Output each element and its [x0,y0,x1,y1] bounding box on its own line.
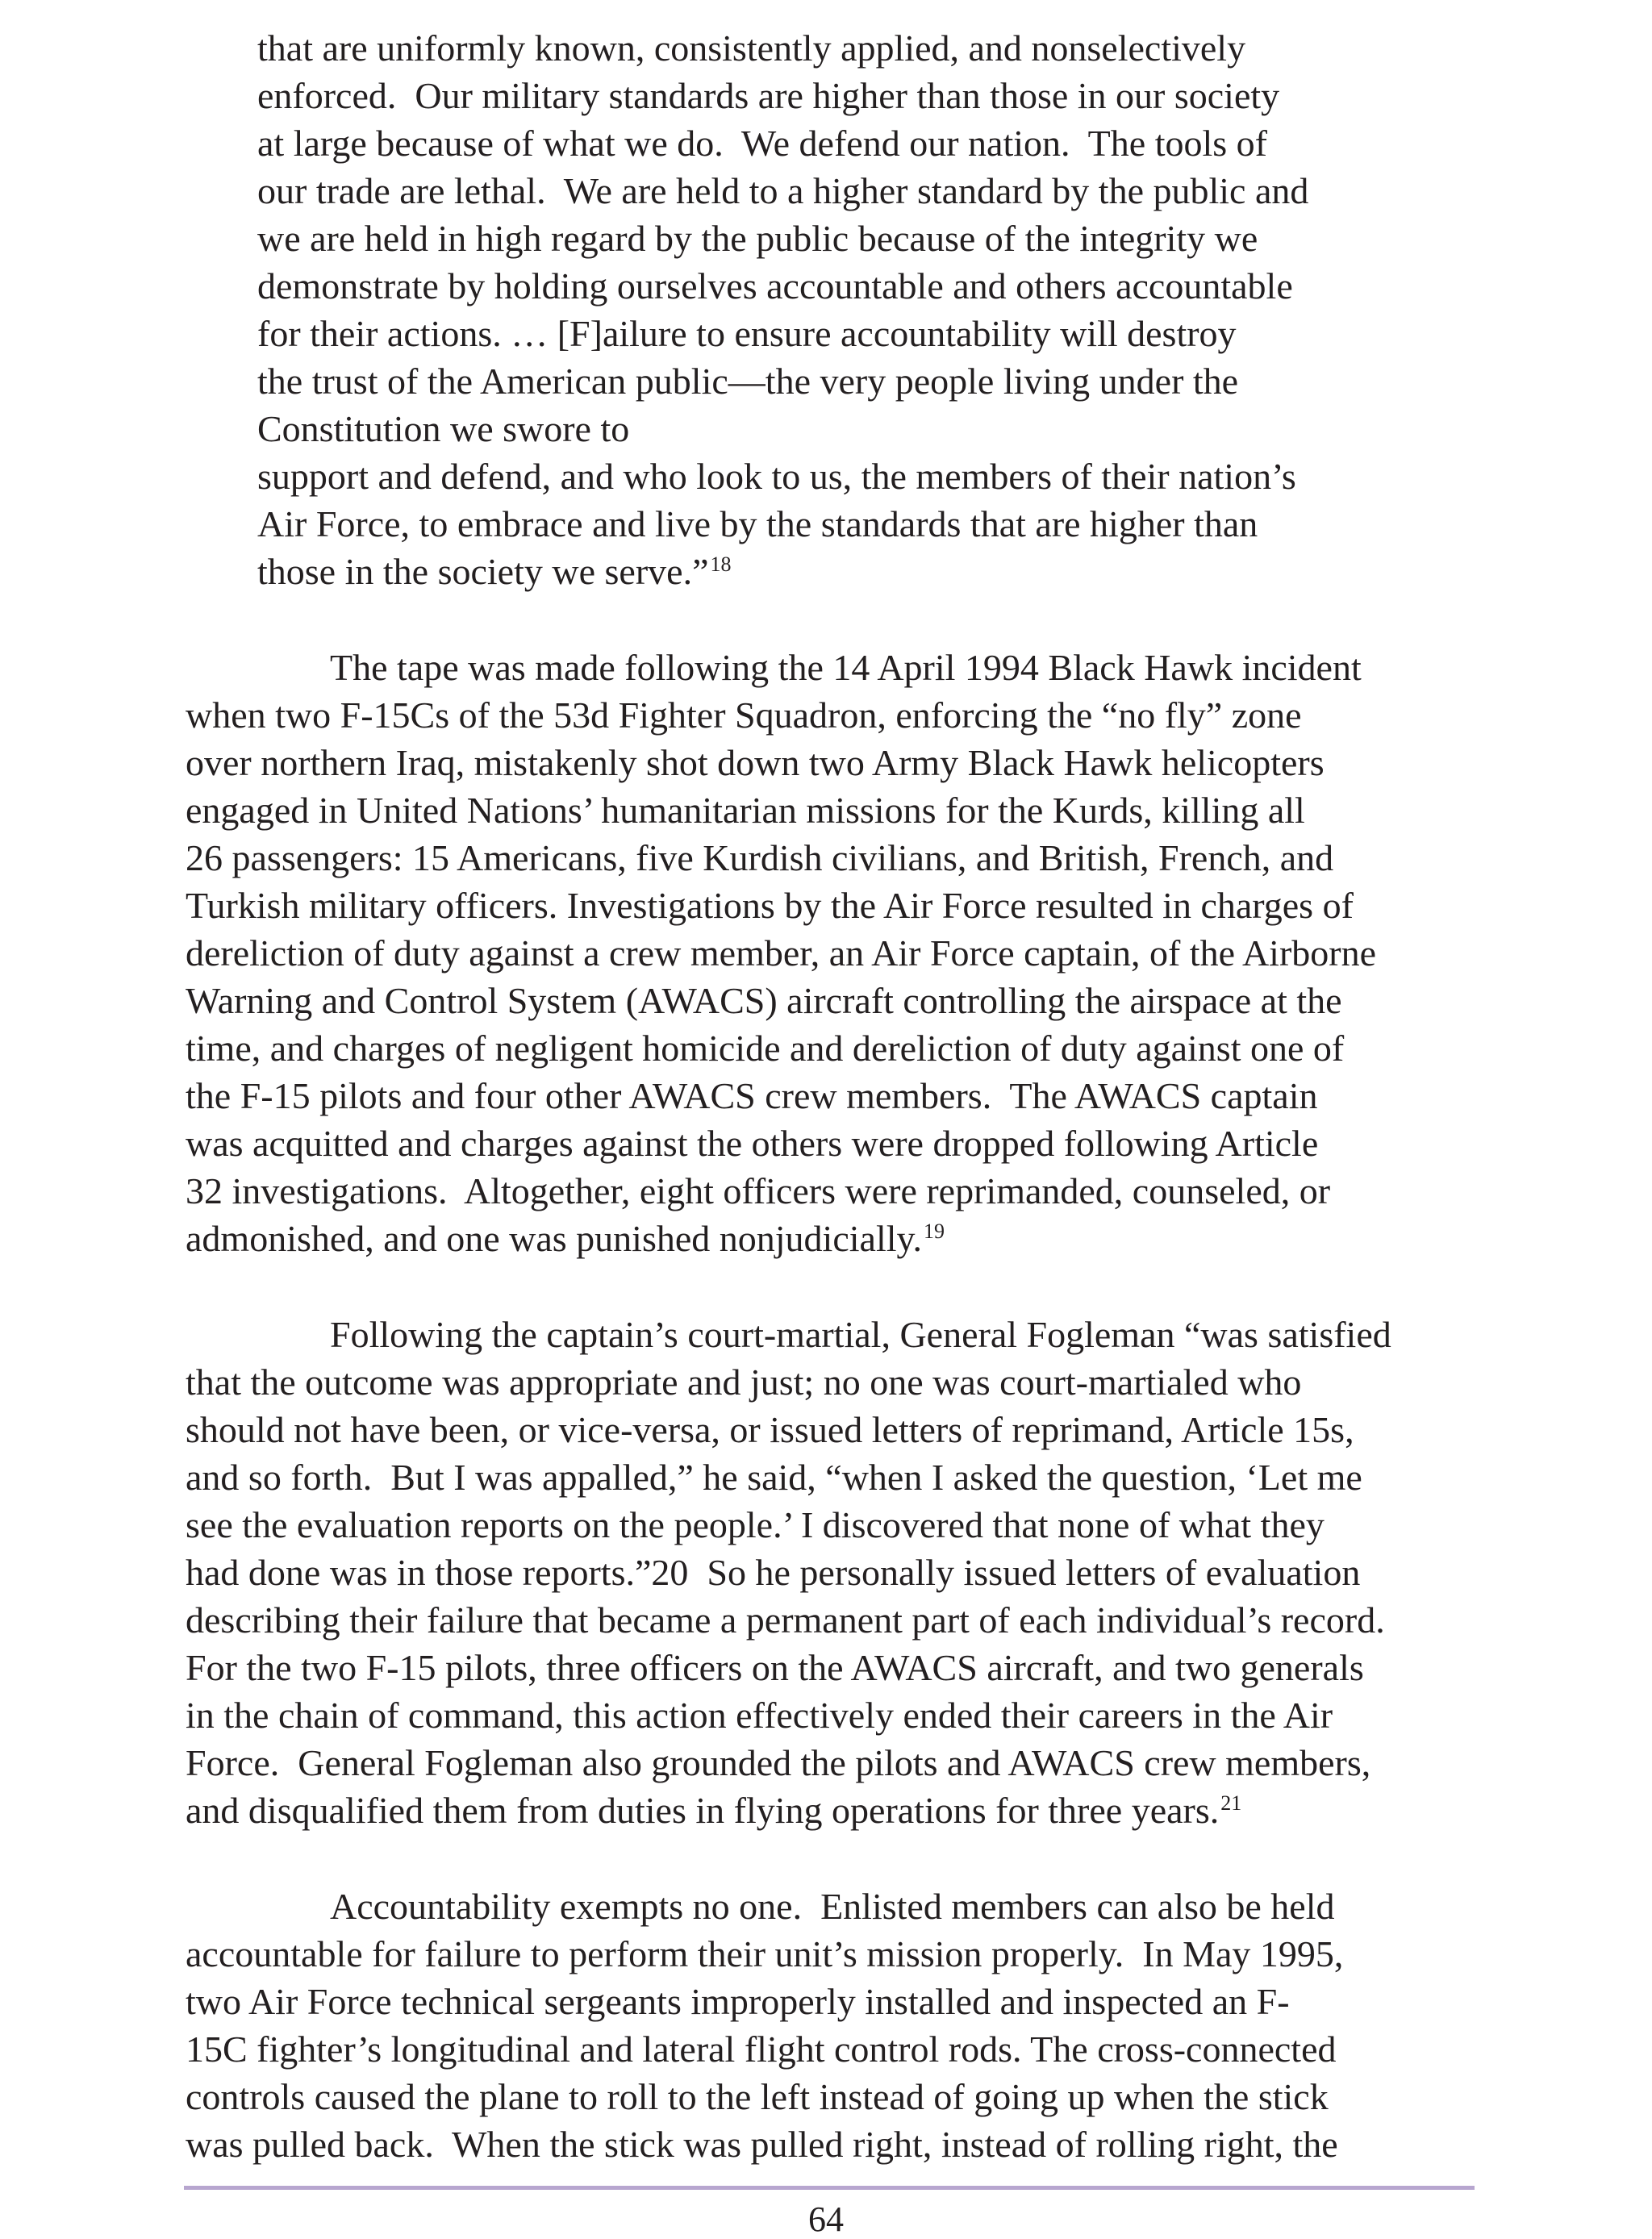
paragraph-line: 15C fighter’s longitudinal and lateral flight control rods. The cross-connected [186,2028,1337,2070]
paragraph-line: was acquitted and charges against the others were dropped following Article [186,1123,1319,1164]
footnote-ref-19[interactable]: 19 [924,1220,945,1243]
paragraph-line-last [186,1220,945,1257]
paragraph-line: and so forth. But I was appalled,” he said, “when I asked the question, ‘Let me [186,1457,1362,1498]
quote-line: our trade are lethal. We are held to a higher standard by the public and [257,170,1309,211]
quote-line: that are uniformly known, consistently applied, and nonselectively [257,27,1246,69]
paragraph-line: Following the captain’s court-martial, General Fogleman “was satisfied [330,1314,1391,1355]
paragraph-line: describing their failure that became a permanent part of each individual’s record. [186,1599,1385,1641]
paragraph-line: when two F-15Cs of the 53d Fighter Squadron, enforcing the “no fly” zone [186,694,1302,736]
paragraph-line: see the evaluation reports on the people.’ I discovered that none of what they [186,1504,1325,1545]
paragraph-line: time, and charges of negligent homicide and dereliction of duty against one of [186,1028,1345,1069]
paragraph-line: had done was in those reports.”20 So he personally issued letters of evaluation [186,1552,1361,1593]
paragraph-line: Force. General Fogleman also grounded the pilots and AWACS crew members, [186,1742,1371,1783]
paragraph-line: Accountability exempts no one. Enlisted members can also be held [330,1886,1335,1927]
quote-line: demonstrate by holding ourselves accountable and others accountable [257,265,1293,306]
paragraph-line: the F-15 pilots and four other AWACS crew members. The AWACS captain [186,1075,1318,1116]
paragraph-text: and disqualified them from duties in flying operations for three years. [186,1790,1220,1831]
quote-line: Constitution we swore to [257,408,630,449]
footnote-ref-21[interactable]: 21 [1220,1791,1242,1815]
quote-line-last [257,553,731,590]
quote-text: those in the society we serve.” [257,551,709,592]
quote-line: support and defend, and who look to us, the members of their nation’s [257,456,1296,497]
paragraph-line: in the chain of command, this action effectively ended their careers in the Air [186,1695,1333,1736]
paragraph-line: over northern Iraq, mistakenly shot down two Army Black Hawk helicopters [186,742,1325,783]
paragraph-line: engaged in United Nations’ humanitarian missions for the Kurds, killing all [186,790,1305,831]
quote-line: the trust of the American public—the very people living under the [257,361,1239,402]
page-number: 64 [808,2199,844,2239]
paragraph-line: accountable for failure to perform their unit’s mission properly. In May 1995, [186,1933,1344,1974]
paragraph-line: Warning and Control System (AWACS) aircraft controlling the airspace at the [186,980,1342,1021]
paragraph-line: that the outcome was appropriate and just; no one was court-martialed who [186,1361,1302,1403]
paragraph-line: was pulled back. When the stick was pulled right, instead of rolling right, the [186,2124,1338,2165]
paragraph-line: controls caused the plane to roll to the left instead of going up when the stick [186,2076,1329,2117]
paragraph-line: Turkish military officers. Investigations by the Air Force resulted in charges of [186,885,1354,926]
paragraph-line: should not have been, or vice-versa, or issued letters of reprimand, Article 15s, [186,1409,1354,1450]
quote-line: we are held in high regard by the public because of the integrity we [257,218,1258,259]
footer-rule [184,2186,1475,2190]
quote-line: at large because of what we do. We defend our nation. The tools of [257,123,1267,164]
paragraph-line: The tape was made following the 14 April 1994 Black Hawk incident [330,647,1362,688]
paragraph-line: 26 passengers: 15 Americans, five Kurdish civilians, and British, French, and [186,837,1334,878]
paragraph-line: dereliction of duty against a crew member, an Air Force captain, of the Airborne [186,932,1377,974]
paragraph-line-last [186,1792,1241,1829]
footnote-ref-18[interactable]: 18 [710,552,732,576]
paragraph-line: For the two F-15 pilots, three officers on the AWACS aircraft, and two generals [186,1647,1364,1688]
quote-line: for their actions. … [F]ailure to ensure accountability will destroy [257,313,1237,354]
paragraph-text: admonished, and one was punished nonjudicially. [186,1218,923,1259]
paragraph-line: 32 investigations. Altogether, eight officers were reprimanded, counseled, or [186,1170,1331,1211]
quote-line: enforced. Our military standards are higher than those in our society [257,75,1280,116]
paragraph-line: two Air Force technical sergeants improperly installed and inspected an F- [186,1981,1290,2022]
quote-line: Air Force, to embrace and live by the standards that are higher than [257,503,1258,544]
